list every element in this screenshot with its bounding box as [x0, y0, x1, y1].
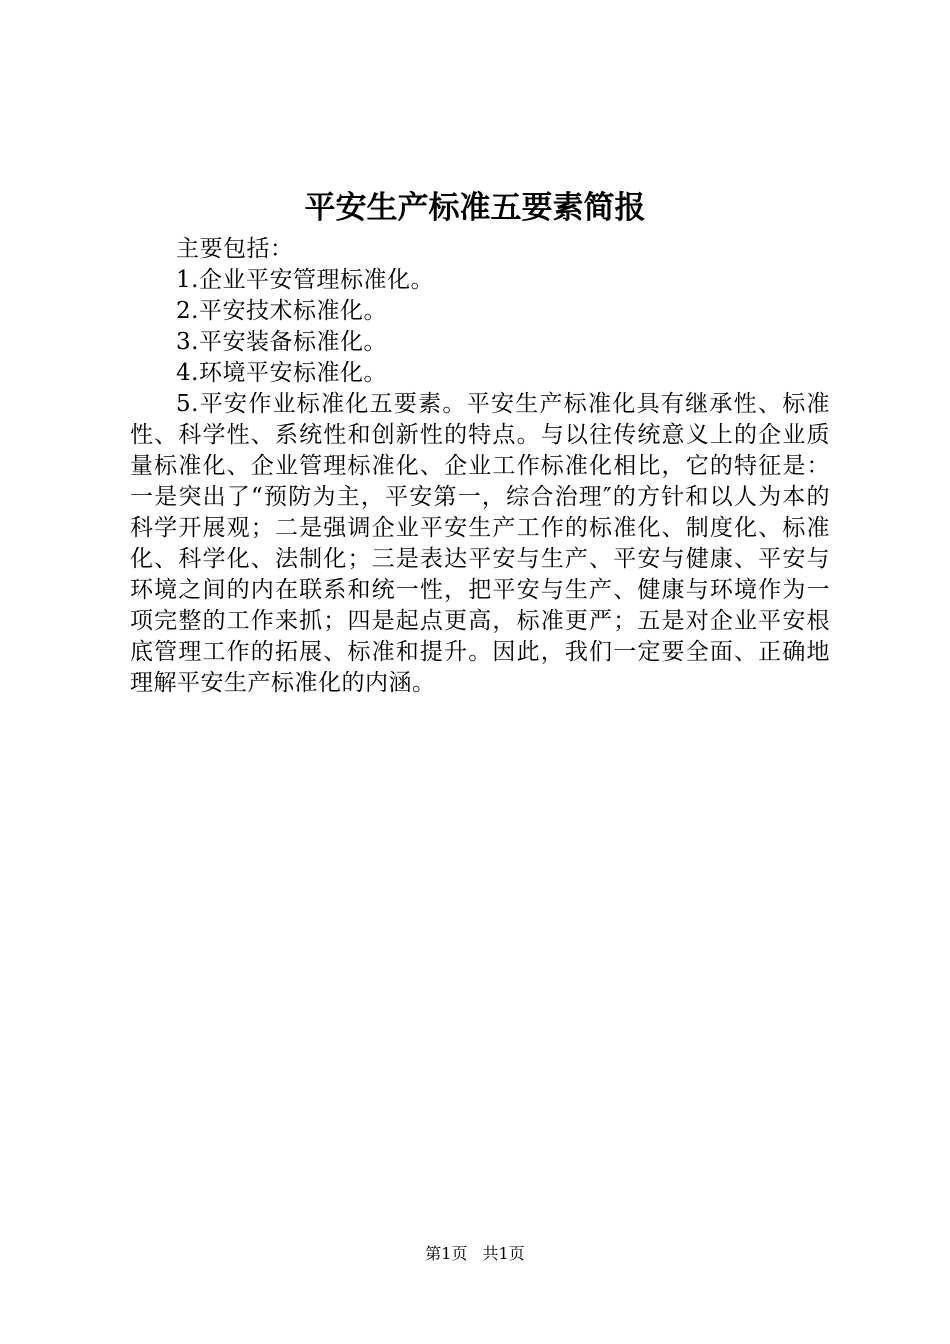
page-footer — [0, 1243, 950, 1265]
paragraph-intro: 主要包括： — [176, 236, 294, 262]
paragraph-item-4: 4.环境平安标准化。 — [176, 360, 387, 386]
page-number-total: 共1页 — [482, 1244, 525, 1263]
paragraph-item-1: 1.企业平安管理标准化。 — [176, 267, 434, 293]
paragraph-item-3: 3.平安装备标准化。 — [176, 329, 387, 355]
paragraph-item-5: 5.平安作业标准化五要素。平安生产标准化具有继承性、标准性、科学性、系统性和创新性的特点。与以往传统意义上的企业质量标准化、企业管理标准化、企业工作标准化相比，它的特征是：一是突出了“预防为主，平安第一，综合治理″的方针和以人为本的科学开展观；二是强调企业平安生产工作的标准化、制度化、标准化、科学化、法制化；三是表达平安与生产、平安与健康、平安与环境之间的内在联系和统一性，把平安与生产、健康与环境作为一项完整的工作来抓；四是起点更高，标准更严；五是对企业平安根底管理工作的拓展、标准和提升。因此，我们一定要全面、正确地理解平安生产标准化的内涵。 — [130, 391, 830, 696]
document-body — [130, 234, 830, 699]
page-number-current: 第1页 — [425, 1244, 468, 1263]
paragraph-item-2: 2.平安技术标准化。 — [176, 298, 387, 324]
document-title: 平安生产标准五要素简报 — [304, 190, 646, 226]
